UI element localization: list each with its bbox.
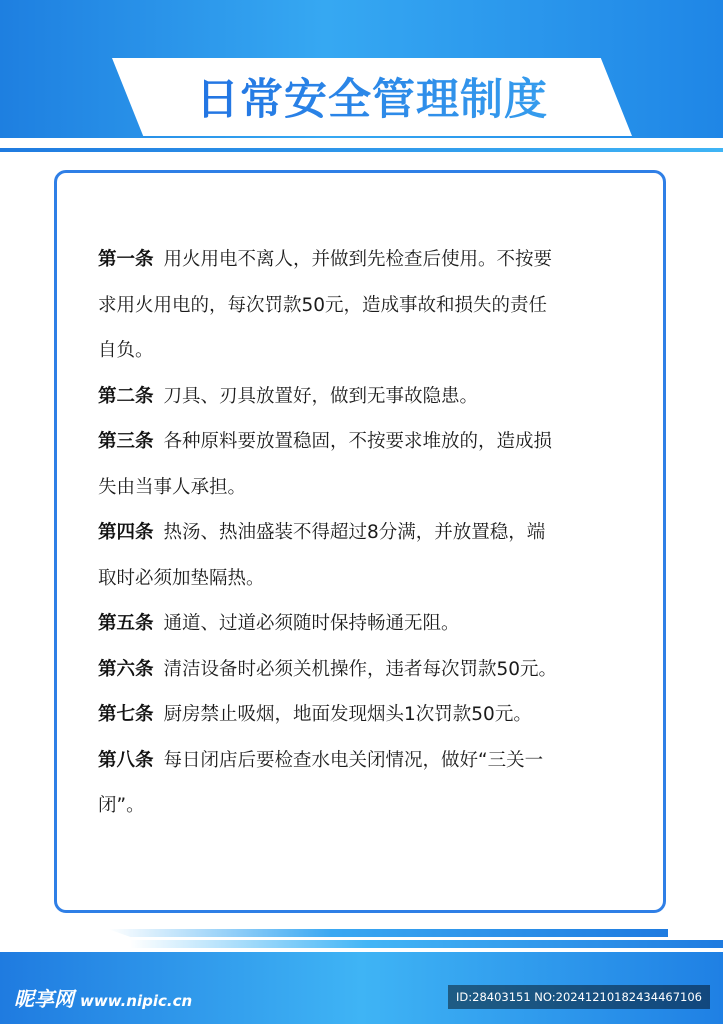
rule-item — [98, 692, 638, 738]
rule-number: 第八条 — [98, 749, 154, 771]
watermark-logo: 昵享网 — [14, 987, 74, 1011]
rule-item — [98, 419, 638, 510]
footer-stripe — [130, 940, 723, 948]
rule-text-line: 厨房禁止吸烟，地面发现烟头1次罚款50元。 — [163, 704, 532, 725]
page-title: 日常安全管理制度 — [112, 70, 632, 130]
rule-item — [98, 601, 638, 647]
rule-text-line: 清洁设备时必须关机操作，违者每次罚款50元。 — [163, 658, 558, 680]
header-divider — [0, 148, 723, 152]
rule-text-line: 取时必须加垫隔热。 — [98, 567, 265, 589]
rule-item — [98, 374, 638, 420]
watermark-id: ID:28403151 NO:20241210182434467106 — [448, 985, 710, 1009]
rule-number: 第七条 — [98, 704, 154, 725]
rule-text-line: 闭”。 — [98, 795, 145, 816]
rule-text-line: 热汤、热油盛装不得超过8分满，并放置稳，端 — [163, 522, 546, 543]
rule-number: 第一条 — [98, 249, 154, 270]
rule-text-line: 自负。 — [98, 340, 154, 361]
rule-item — [98, 647, 638, 693]
watermark-brand — [14, 985, 192, 1013]
rules-list — [98, 237, 638, 829]
rule-text-line: 刀具、刃具放置好，做到无事故隐患。 — [163, 385, 479, 407]
rule-number: 第四条 — [98, 522, 154, 543]
rule-item — [98, 510, 638, 601]
rule-text-line: 求用火用电的，每次罚款50元，造成事故和损失的责任 — [98, 294, 548, 316]
rule-text-line: 各种原料要放置稳固，不按要求堆放的，造成损 — [163, 431, 553, 452]
rule-text-line: 失由当事人承担。 — [98, 476, 247, 498]
rule-number: 第五条 — [98, 613, 154, 634]
footer-stripe — [108, 929, 668, 937]
watermark-url: www.nipic.cn — [80, 992, 193, 1010]
rule-text-line: 用火用电不离人，并做到先检查后使用。不按要 — [163, 249, 553, 270]
rule-item — [98, 738, 638, 829]
rule-number: 第二条 — [98, 385, 154, 407]
rule-text-line: 通道、过道必须随时保持畅通无阻。 — [163, 613, 460, 634]
rule-number: 第六条 — [98, 658, 154, 680]
rule-item — [98, 237, 638, 374]
rule-text-line: 每日闭店后要检查水电关闭情况，做好“三关一 — [163, 749, 544, 771]
rule-number: 第三条 — [98, 431, 154, 452]
